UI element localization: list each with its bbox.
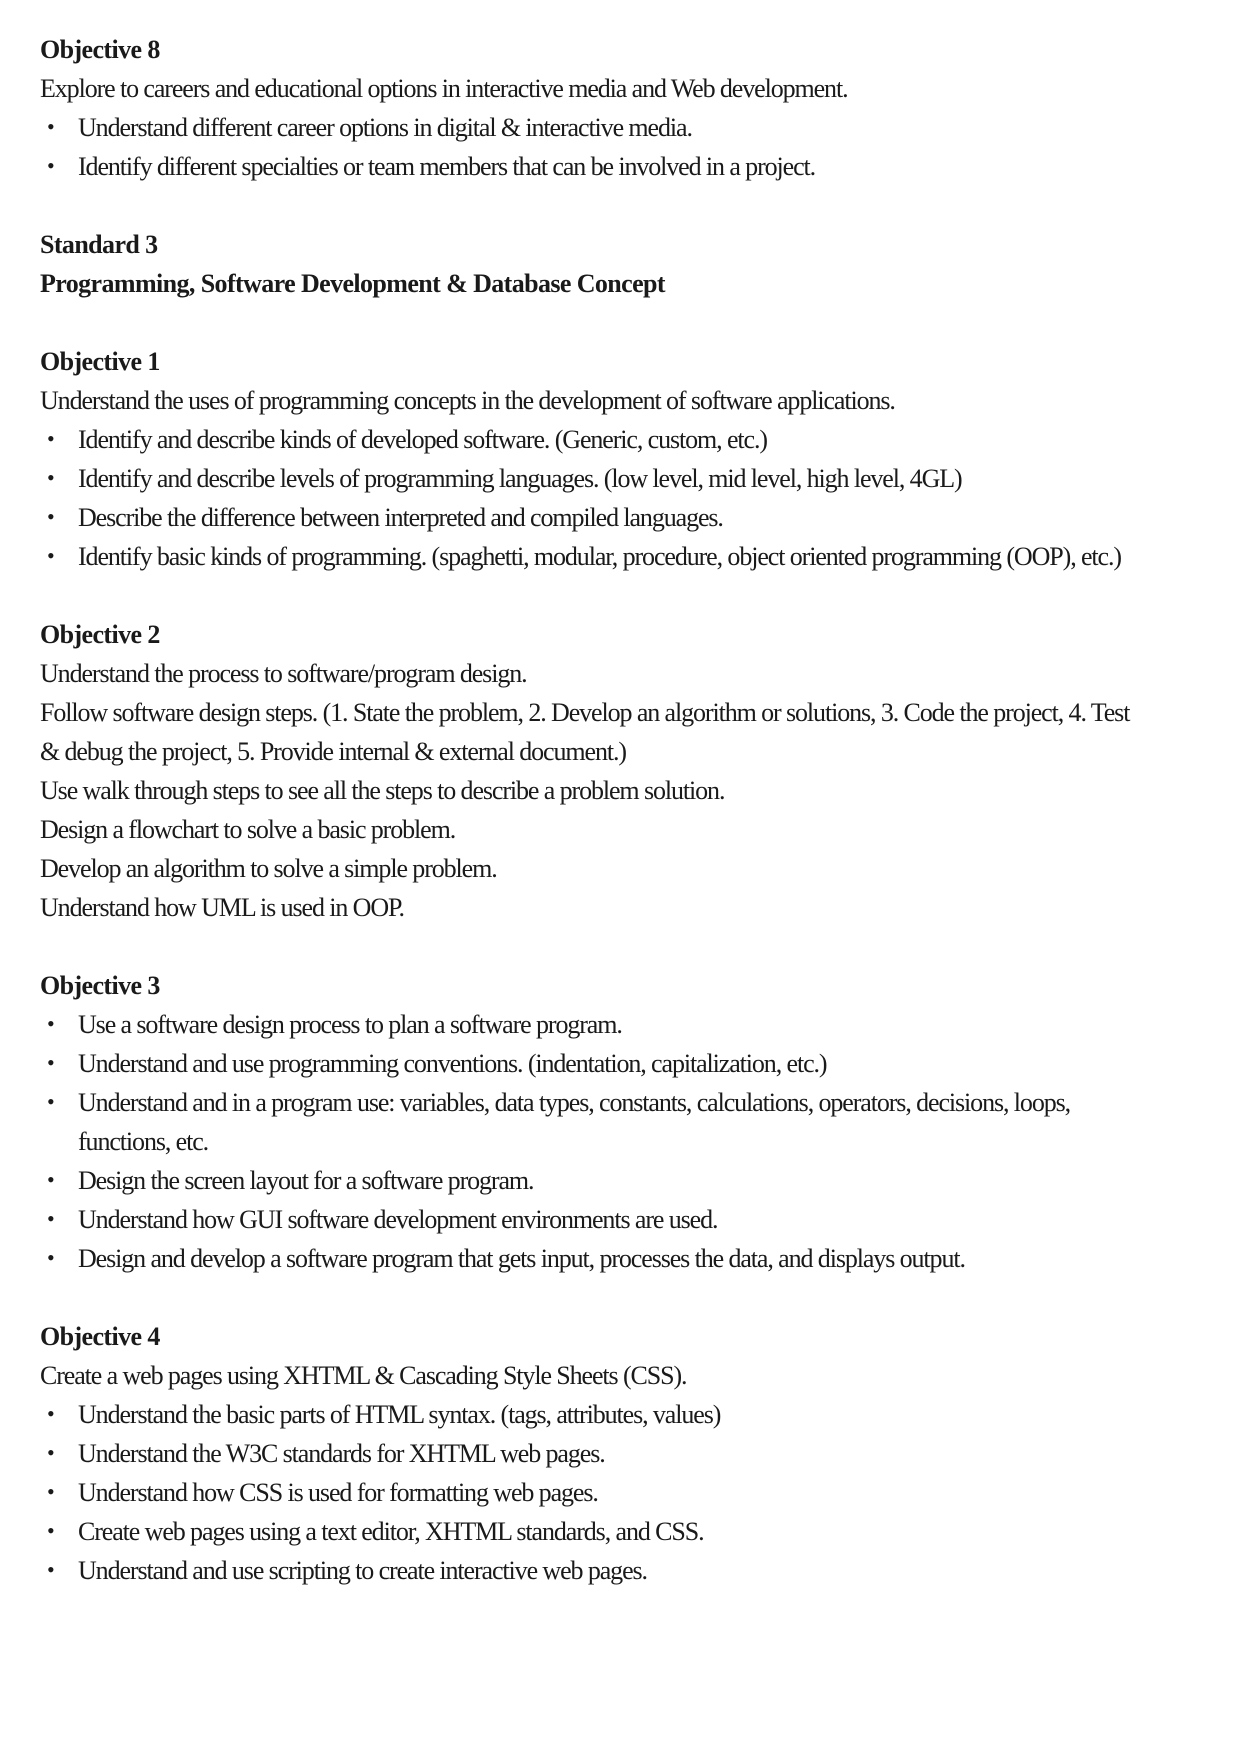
bullet-text: Design the screen layout for a software program. <box>78 1166 534 1195</box>
bullet-text: Understand how GUI software development environments are used. <box>78 1205 718 1234</box>
bullet-item <box>40 108 1153 147</box>
bullet-marker-icon: • <box>47 504 55 529</box>
paragraph: Explore to careers and educational options in interactive media and Web development. <box>40 74 848 103</box>
bullet-item <box>40 1473 1153 1512</box>
bullet-item <box>40 1161 1153 1200</box>
bullet-item <box>40 1200 1153 1239</box>
paragraph: Design a flowchart to solve a basic problem. <box>40 815 456 844</box>
bullet-marker-icon: • <box>47 1557 55 1582</box>
bullet-marker-icon: • <box>47 465 55 490</box>
bullet-item <box>40 1239 1153 1278</box>
bullet-text: Use a software design process to plan a software program. <box>78 1010 622 1039</box>
section <box>40 30 1153 186</box>
bullet-text: Understand and in a program use: variables, data types, constants, calculations, operators, decisions, loops, functions, etc. <box>78 1088 1071 1156</box>
bullet-item <box>40 1005 1153 1044</box>
bullet-marker-icon: • <box>47 1206 55 1231</box>
bullet-item <box>40 147 1153 186</box>
paragraph: Follow software design steps. (1. State the problem, 2. Develop an algorithm or solutions, 3. Code the project, 4. Test & debug the project, 5. Provide internal & external document.) <box>40 698 1130 766</box>
bullet-text: Understand how CSS is used for formatting web pages. <box>78 1478 598 1507</box>
bullet-marker-icon: • <box>47 1245 55 1270</box>
bullet-marker-icon: • <box>47 426 55 451</box>
bullet-text: Identify and describe kinds of developed software. (Generic, custom, etc.) <box>78 425 767 454</box>
bullet-item <box>40 1044 1153 1083</box>
bullet-text: Identify different specialties or team members that can be involved in a project. <box>78 152 816 181</box>
bullet-marker-icon: • <box>47 153 55 178</box>
bullet-item <box>40 537 1153 576</box>
bullet-item <box>40 420 1153 459</box>
bullet-marker-icon: • <box>47 1401 55 1426</box>
bullet-text: Understand different career options in digital & interactive media. <box>78 113 692 142</box>
section-heading: Programming, Software Development & Database Concept <box>40 269 665 298</box>
section <box>40 615 1153 927</box>
paragraph: Use walk through steps to see all the steps to describe a problem solution. <box>40 776 725 805</box>
section <box>40 225 1153 303</box>
bullet-text: Understand the basic parts of HTML syntax. (tags, attributes, values) <box>78 1400 721 1429</box>
paragraph: Understand how UML is used in OOP. <box>40 893 404 922</box>
bullet-text: Describe the difference between interpreted and compiled languages. <box>78 503 723 532</box>
bullet-item <box>40 498 1153 537</box>
section-heading: Objective 3 <box>40 971 160 1000</box>
bullet-text: Understand the W3C standards for XHTML web pages. <box>78 1439 605 1468</box>
bullet-marker-icon: • <box>47 1518 55 1543</box>
bullet-text: Design and develop a software program that gets input, processes the data, and displays output. <box>78 1244 965 1273</box>
bullet-marker-icon: • <box>47 1089 55 1114</box>
bullet-text: Understand and use programming conventions. (indentation, capitalization, etc.) <box>78 1049 827 1078</box>
bullet-marker-icon: • <box>47 543 55 568</box>
section-heading: Objective 4 <box>40 1322 160 1351</box>
bullet-item <box>40 1551 1153 1590</box>
section-heading: Objective 1 <box>40 347 160 376</box>
bullet-text: Identify basic kinds of programming. (spaghetti, modular, procedure, object oriented programming (OOP), etc.) <box>78 542 1121 571</box>
bullet-item <box>40 1434 1153 1473</box>
bullet-item <box>40 1395 1153 1434</box>
bullet-marker-icon: • <box>47 1440 55 1465</box>
bullet-item <box>40 1512 1153 1551</box>
section <box>40 1317 1153 1590</box>
section <box>40 966 1153 1278</box>
paragraph: Develop an algorithm to solve a simple problem. <box>40 854 497 883</box>
bullet-text: Identify and describe levels of programming languages. (low level, mid level, high level, 4GL) <box>78 464 962 493</box>
bullet-marker-icon: • <box>47 1050 55 1075</box>
bullet-text: Understand and use scripting to create interactive web pages. <box>78 1556 647 1585</box>
section-heading: Objective 2 <box>40 620 160 649</box>
bullet-item <box>40 459 1153 498</box>
bullet-marker-icon: • <box>47 1479 55 1504</box>
section-heading: Objective 8 <box>40 35 160 64</box>
section <box>40 342 1153 576</box>
bullet-item <box>40 1083 1153 1161</box>
document-content <box>40 30 1153 1590</box>
bullet-text: Create web pages using a text editor, XHTML standards, and CSS. <box>78 1517 704 1546</box>
paragraph: Understand the uses of programming concepts in the development of software applications. <box>40 386 895 415</box>
bullet-marker-icon: • <box>47 114 55 139</box>
bullet-marker-icon: • <box>47 1011 55 1036</box>
section-heading: Standard 3 <box>40 230 158 259</box>
paragraph: Create a web pages using XHTML & Cascading Style Sheets (CSS). <box>40 1361 687 1390</box>
paragraph: Understand the process to software/program design. <box>40 659 527 688</box>
bullet-marker-icon: • <box>47 1167 55 1192</box>
